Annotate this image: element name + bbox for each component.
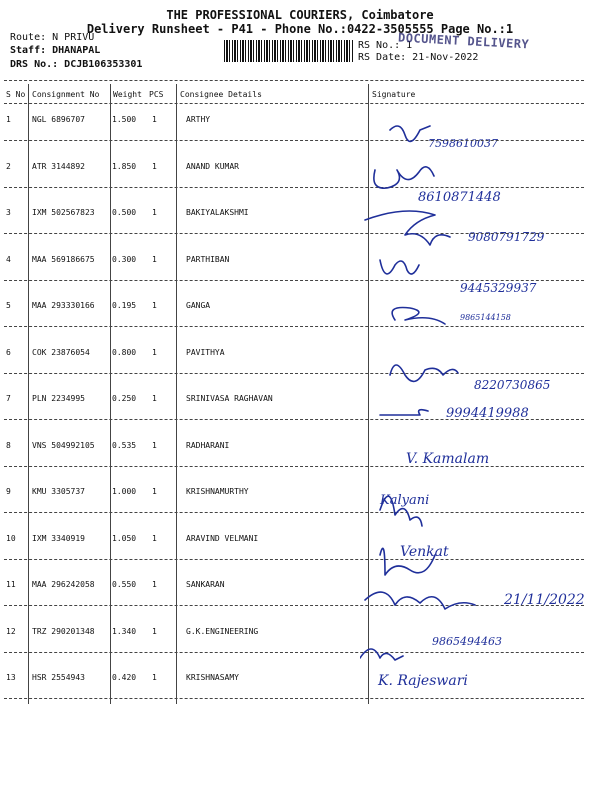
- row-pcs: 1: [152, 301, 157, 310]
- row-weight: 1.000: [112, 487, 137, 496]
- row-signature-handwriting: 21/11/2022: [504, 592, 585, 608]
- col-header-pcs: PCS: [149, 90, 164, 99]
- barcode-image: [224, 40, 354, 62]
- column-divider: [110, 84, 111, 704]
- column-divider: [28, 84, 29, 704]
- row-consignee-name: RADHARANI: [186, 440, 230, 450]
- row-consignee-name: SRINIVASA RAGHAVAN: [186, 394, 273, 403]
- row-sno: 6: [6, 347, 11, 357]
- row-consignment-no: MAA 296242058: [32, 580, 95, 589]
- row-weight: 0.195: [112, 301, 137, 310]
- signature-scribble: [380, 260, 419, 274]
- col-header-consignment: Consignment No: [32, 90, 100, 99]
- row-signature-handwriting: 9080791729: [468, 230, 545, 244]
- signature-scribble: [380, 410, 428, 415]
- row-pcs: 1: [152, 208, 157, 217]
- row-consignment-no: TRZ 290201348: [32, 626, 95, 636]
- rs-number: RS No.: 1: [358, 40, 413, 51]
- row-sno: 7: [6, 394, 11, 403]
- row-consignment-no: IXM 3340919: [32, 533, 85, 543]
- row-sno: 10: [6, 533, 16, 543]
- row-signature-handwriting: 9445329937: [460, 280, 537, 295]
- row-weight: 0.500: [112, 208, 137, 217]
- signature-scribble: [365, 592, 475, 609]
- row-sno: 11: [6, 580, 16, 589]
- signature-scribbles: [360, 110, 600, 730]
- row-signature-handwriting: 9865144158: [460, 313, 511, 322]
- row-sno: 13: [6, 673, 16, 682]
- row-weight: 0.420: [112, 673, 137, 682]
- runsheet-title: Delivery Runsheet - P41 - Phone No.:0422-3505555 Page No.:1: [86, 22, 514, 36]
- row-weight: 1.850: [112, 161, 137, 171]
- row-pcs: 1: [152, 394, 157, 403]
- row-consignment-no: KMU 3305737: [32, 487, 85, 496]
- row-signature-handwriting: K. Rajeswari: [378, 673, 468, 689]
- row-sno: 5: [6, 301, 11, 310]
- signature-scribble: [392, 308, 445, 325]
- row-pcs: 1: [152, 626, 157, 636]
- row-pcs: 1: [152, 347, 157, 357]
- row-sno: 3: [6, 208, 11, 217]
- row-pcs: 1: [152, 533, 157, 543]
- col-header-signature: Signature: [372, 90, 416, 99]
- row-consignment-no: IXM 502567823: [32, 208, 95, 217]
- row-consignment-no: MAA 293330166: [32, 301, 95, 310]
- signature-scribble: [380, 548, 435, 575]
- row-weight: 0.800: [112, 347, 137, 357]
- signature-scribble: [390, 365, 458, 381]
- route-label: Route: N PRIVU: [10, 32, 95, 43]
- row-consignee-name: BAKIYALAKSHMI: [186, 208, 249, 217]
- rs-date: RS Date: 21-Nov-2022: [358, 52, 479, 63]
- row-signature-handwriting: 9994419988: [446, 406, 529, 421]
- row-signature-handwriting: 7598610037: [428, 137, 498, 150]
- row-signature-handwriting: V. Kamalam: [406, 450, 490, 467]
- drs-number: DRS No.: DCJB106353301: [10, 59, 143, 70]
- signature-scribble: [390, 126, 430, 141]
- header-top-rule: [4, 80, 584, 81]
- col-header-sno: S No: [6, 90, 26, 99]
- row-consignee-name: ANAND KUMAR: [186, 161, 239, 171]
- row-weight: 1.340: [112, 626, 137, 636]
- row-consignee-name: PAVITHYA: [186, 347, 225, 357]
- row-consignee-name: GANGA: [186, 301, 211, 310]
- staff-label: Staff: DHANAPAL: [10, 45, 101, 56]
- row-weight: 0.550: [112, 580, 137, 589]
- document-delivery-stamp: DOCUMENT DELIVERY: [397, 30, 530, 52]
- signature-scribble: [360, 649, 403, 660]
- row-signature-handwriting: 8610871448: [418, 189, 501, 205]
- row-consignee-name: SANKARAN: [186, 580, 225, 589]
- row-sno: 4: [6, 254, 11, 264]
- row-pcs: 1: [152, 673, 157, 682]
- col-header-consignee: Consignee Details: [180, 90, 262, 99]
- row-weight: 1.050: [112, 533, 137, 543]
- row-weight: 0.250: [112, 394, 137, 403]
- header-bottom-rule: [4, 103, 584, 104]
- row-sno: 1: [6, 115, 11, 124]
- row-consignee-name: G.K.ENGINEERING: [186, 626, 259, 636]
- row-signature-handwriting: 9865494463: [432, 634, 502, 648]
- row-signature-handwriting: 8220730865: [474, 377, 551, 392]
- row-consignee-name: ARTHY: [186, 115, 211, 124]
- row-weight: 0.300: [112, 254, 137, 264]
- row-consignment-no: HSR 2554943: [32, 673, 85, 682]
- row-sno: 2: [6, 161, 11, 171]
- row-signature-handwriting: Venkat: [400, 543, 449, 560]
- company-title: THE PROFESSIONAL COURIERS, Coimbatore: [166, 8, 434, 22]
- row-consignee-name: ARAVIND VELMANI: [186, 533, 259, 543]
- row-weight: 1.500: [112, 115, 137, 124]
- row-consignment-no: NGL 6896707: [32, 115, 85, 124]
- row-pcs: 1: [152, 254, 157, 264]
- row-sno: 12: [6, 626, 16, 636]
- row-pcs: 1: [152, 487, 157, 496]
- row-pcs: 1: [152, 115, 157, 124]
- signature-scribble: [380, 496, 422, 526]
- row-sno: 9: [6, 487, 11, 496]
- row-consignee-name: KRISHNAMURTHY: [186, 487, 249, 496]
- row-pcs: 1: [152, 161, 157, 171]
- row-consignment-no: COK 23876054: [32, 347, 90, 357]
- row-pcs: 1: [152, 580, 157, 589]
- row-consignment-no: ATR 3144892: [32, 161, 85, 171]
- signature-scribble: [374, 167, 434, 188]
- row-consignment-no: MAA 569186675: [32, 254, 95, 264]
- row-consignment-no: VNS 504992105: [32, 440, 95, 450]
- row-consignee-name: KRISHNASAMY: [186, 673, 239, 682]
- row-pcs: 1: [152, 440, 157, 450]
- signature-scribble: [365, 211, 450, 245]
- row-weight: 0.535: [112, 440, 137, 450]
- column-divider: [176, 84, 177, 704]
- row-sno: 8: [6, 440, 11, 450]
- row-signature-handwriting: Kalyani: [380, 493, 430, 508]
- col-header-weight: Weight: [113, 90, 142, 99]
- row-consignment-no: PLN 2234995: [32, 394, 85, 403]
- row-consignee-name: PARTHIBAN: [186, 254, 230, 264]
